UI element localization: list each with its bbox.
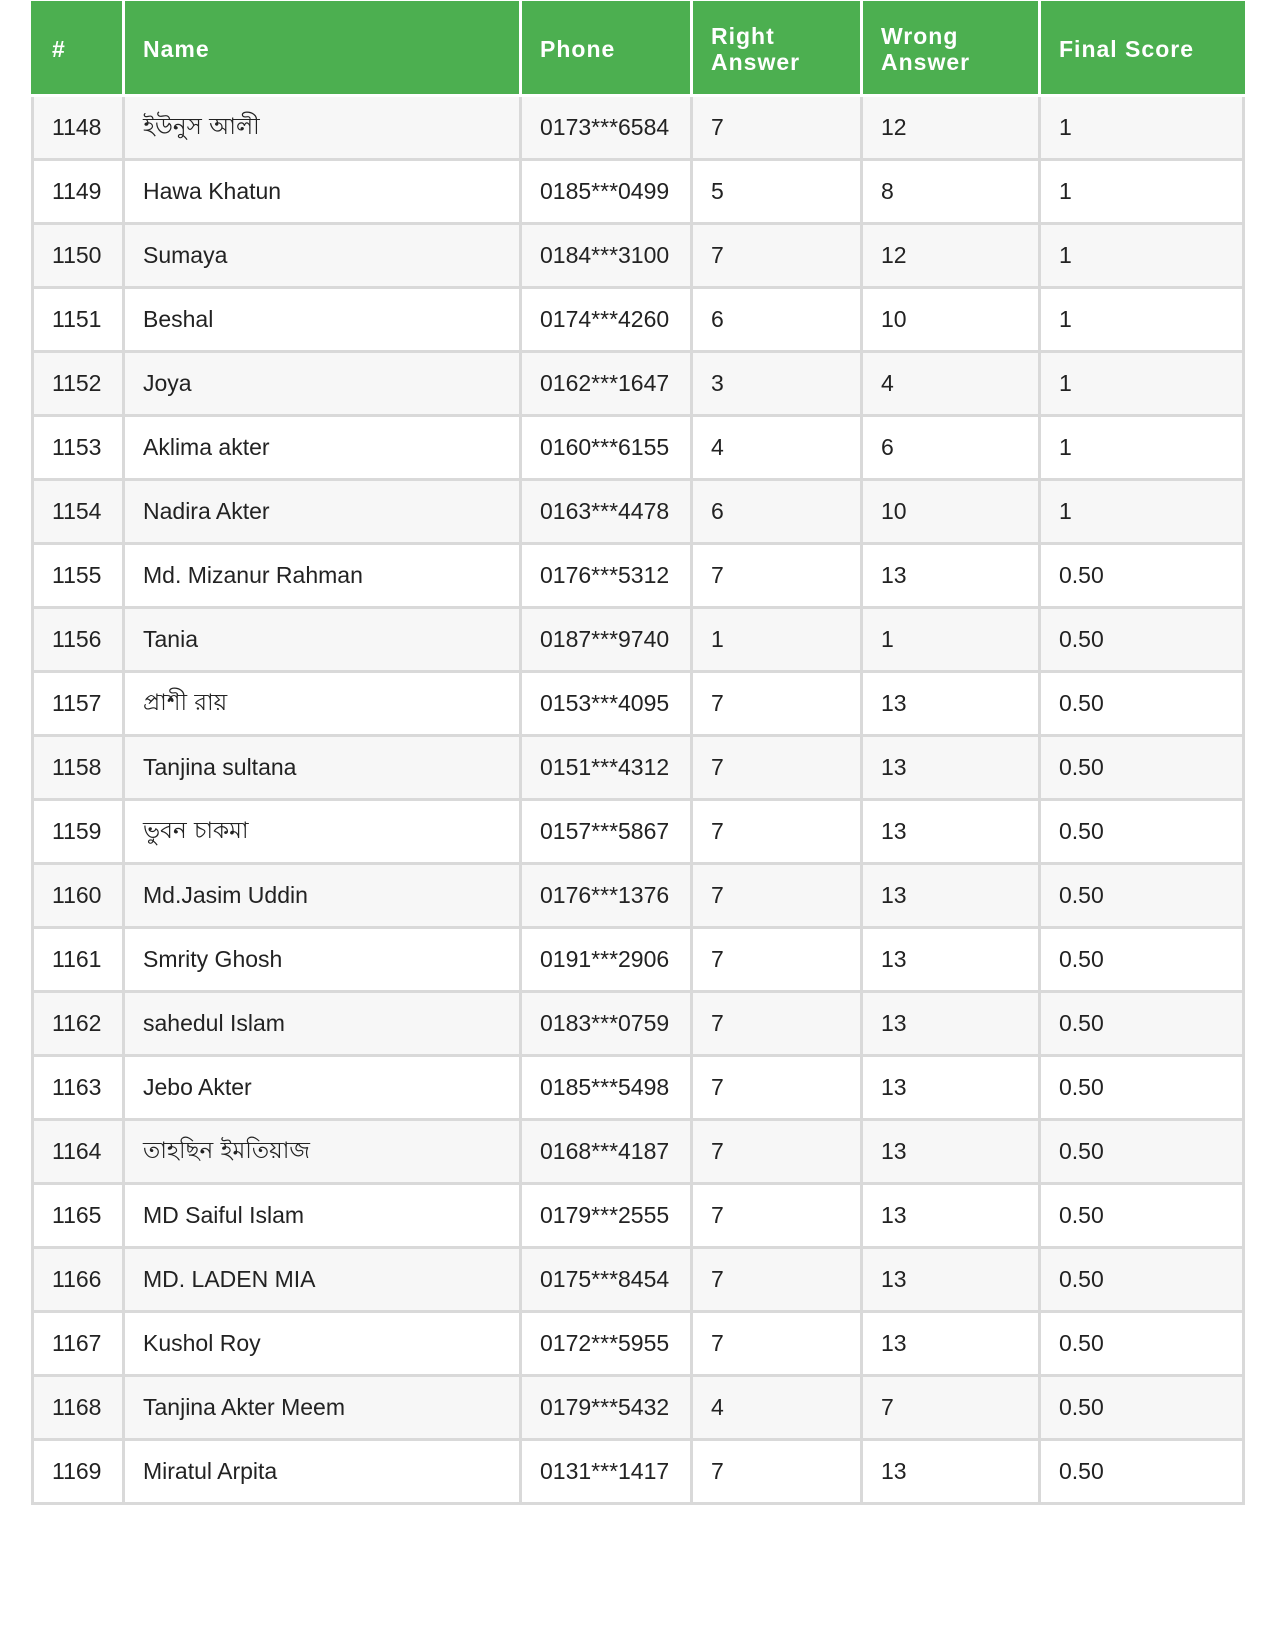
cell-name: তাহছিন ইমতিয়াজ <box>124 1120 521 1184</box>
cell-rank: 1153 <box>33 416 124 480</box>
cell-rank: 1149 <box>33 160 124 224</box>
cell-right-answer: 7 <box>692 928 862 992</box>
cell-rank: 1160 <box>33 864 124 928</box>
cell-name: Tania <box>124 608 521 672</box>
cell-final-score: 0.50 <box>1040 1056 1244 1120</box>
cell-phone: 0163***4478 <box>521 480 692 544</box>
cell-phone: 0162***1647 <box>521 352 692 416</box>
table-row <box>33 1056 1244 1120</box>
cell-wrong-answer: 8 <box>862 160 1040 224</box>
cell-right-answer: 1 <box>692 608 862 672</box>
cell-wrong-answer: 13 <box>862 1056 1040 1120</box>
table-row <box>33 288 1244 352</box>
cell-rank: 1159 <box>33 800 124 864</box>
cell-wrong-answer: 12 <box>862 96 1040 160</box>
cell-rank: 1163 <box>33 1056 124 1120</box>
cell-name: প্রাশী রায় <box>124 672 521 736</box>
cell-right-answer: 3 <box>692 352 862 416</box>
cell-right-answer: 5 <box>692 160 862 224</box>
cell-final-score: 0.50 <box>1040 736 1244 800</box>
table-row <box>33 1440 1244 1504</box>
cell-right-answer: 4 <box>692 416 862 480</box>
table-row <box>33 96 1244 160</box>
cell-wrong-answer: 13 <box>862 800 1040 864</box>
cell-rank: 1164 <box>33 1120 124 1184</box>
cell-final-score: 1 <box>1040 96 1244 160</box>
cell-rank: 1158 <box>33 736 124 800</box>
cell-phone: 0176***1376 <box>521 864 692 928</box>
cell-name: Tanjina sultana <box>124 736 521 800</box>
table-row <box>33 224 1244 288</box>
cell-right-answer: 7 <box>692 224 862 288</box>
cell-name: sahedul Islam <box>124 992 521 1056</box>
table-row <box>33 800 1244 864</box>
cell-name: Sumaya <box>124 224 521 288</box>
table-row <box>33 416 1244 480</box>
cell-name: Smrity Ghosh <box>124 928 521 992</box>
cell-final-score: 1 <box>1040 480 1244 544</box>
table-row <box>33 864 1244 928</box>
cell-phone: 0160***6155 <box>521 416 692 480</box>
cell-right-answer: 7 <box>692 1440 862 1504</box>
table-row <box>33 1312 1244 1376</box>
cell-final-score: 1 <box>1040 288 1244 352</box>
table-row <box>33 1120 1244 1184</box>
table-row <box>33 160 1244 224</box>
cell-name: Beshal <box>124 288 521 352</box>
cell-wrong-answer: 13 <box>862 992 1040 1056</box>
cell-rank: 1168 <box>33 1376 124 1440</box>
cell-name: ভুবন চাকমা <box>124 800 521 864</box>
cell-right-answer: 7 <box>692 1248 862 1312</box>
cell-final-score: 0.50 <box>1040 992 1244 1056</box>
cell-name: Md. Mizanur Rahman <box>124 544 521 608</box>
cell-name: Md.Jasim Uddin <box>124 864 521 928</box>
table-row <box>33 992 1244 1056</box>
cell-wrong-answer: 13 <box>862 1184 1040 1248</box>
cell-final-score: 0.50 <box>1040 672 1244 736</box>
cell-phone: 0184***3100 <box>521 224 692 288</box>
cell-wrong-answer: 10 <box>862 288 1040 352</box>
cell-right-answer: 6 <box>692 480 862 544</box>
cell-right-answer: 4 <box>692 1376 862 1440</box>
cell-right-answer: 7 <box>692 800 862 864</box>
column-header-final-score: Final Score <box>1040 3 1244 96</box>
cell-right-answer: 7 <box>692 1120 862 1184</box>
cell-rank: 1148 <box>33 96 124 160</box>
cell-phone: 0179***5432 <box>521 1376 692 1440</box>
cell-phone: 0175***8454 <box>521 1248 692 1312</box>
cell-right-answer: 7 <box>692 672 862 736</box>
cell-phone: 0168***4187 <box>521 1120 692 1184</box>
cell-right-answer: 7 <box>692 96 862 160</box>
cell-phone: 0179***2555 <box>521 1184 692 1248</box>
cell-final-score: 1 <box>1040 416 1244 480</box>
cell-rank: 1157 <box>33 672 124 736</box>
cell-phone: 0151***4312 <box>521 736 692 800</box>
cell-wrong-answer: 13 <box>862 736 1040 800</box>
table-row <box>33 1184 1244 1248</box>
cell-phone: 0191***2906 <box>521 928 692 992</box>
table-row <box>33 928 1244 992</box>
table-row <box>33 1248 1244 1312</box>
cell-phone: 0153***4095 <box>521 672 692 736</box>
cell-phone: 0183***0759 <box>521 992 692 1056</box>
table-row <box>33 736 1244 800</box>
cell-rank: 1165 <box>33 1184 124 1248</box>
cell-final-score: 0.50 <box>1040 1248 1244 1312</box>
cell-rank: 1156 <box>33 608 124 672</box>
column-header-name: Name <box>124 3 521 96</box>
cell-final-score: 0.50 <box>1040 800 1244 864</box>
cell-wrong-answer: 13 <box>862 928 1040 992</box>
cell-final-score: 1 <box>1040 160 1244 224</box>
cell-name: Hawa Khatun <box>124 160 521 224</box>
cell-wrong-answer: 6 <box>862 416 1040 480</box>
table-row <box>33 1376 1244 1440</box>
cell-right-answer: 7 <box>692 1184 862 1248</box>
cell-name: Joya <box>124 352 521 416</box>
column-header-phone: Phone <box>521 3 692 96</box>
cell-right-answer: 7 <box>692 1056 862 1120</box>
cell-right-answer: 7 <box>692 992 862 1056</box>
cell-wrong-answer: 13 <box>862 1440 1040 1504</box>
cell-name: Kushol Roy <box>124 1312 521 1376</box>
cell-name: Nadira Akter <box>124 480 521 544</box>
cell-phone: 0176***5312 <box>521 544 692 608</box>
cell-name: Aklima akter <box>124 416 521 480</box>
cell-wrong-answer: 4 <box>862 352 1040 416</box>
cell-final-score: 0.50 <box>1040 1120 1244 1184</box>
cell-rank: 1161 <box>33 928 124 992</box>
cell-final-score: 0.50 <box>1040 1440 1244 1504</box>
cell-wrong-answer: 13 <box>862 672 1040 736</box>
cell-rank: 1155 <box>33 544 124 608</box>
column-header-rank: # <box>33 3 124 96</box>
cell-name: Tanjina Akter Meem <box>124 1376 521 1440</box>
cell-final-score: 0.50 <box>1040 1376 1244 1440</box>
cell-name: Jebo Akter <box>124 1056 521 1120</box>
cell-final-score: 0.50 <box>1040 1312 1244 1376</box>
cell-wrong-answer: 13 <box>862 544 1040 608</box>
table-row <box>33 672 1244 736</box>
cell-name: ইউনুস আলী <box>124 96 521 160</box>
cell-final-score: 1 <box>1040 352 1244 416</box>
table-row <box>33 480 1244 544</box>
cell-rank: 1162 <box>33 992 124 1056</box>
column-header-right-answer: Right Answer <box>692 3 862 96</box>
table-header <box>33 3 1244 96</box>
cell-wrong-answer: 12 <box>862 224 1040 288</box>
cell-final-score: 1 <box>1040 224 1244 288</box>
cell-phone: 0173***6584 <box>521 96 692 160</box>
cell-final-score: 0.50 <box>1040 1184 1244 1248</box>
cell-wrong-answer: 10 <box>862 480 1040 544</box>
cell-rank: 1152 <box>33 352 124 416</box>
cell-right-answer: 7 <box>692 736 862 800</box>
header-row <box>33 3 1244 96</box>
cell-name: MD Saiful Islam <box>124 1184 521 1248</box>
cell-right-answer: 6 <box>692 288 862 352</box>
cell-final-score: 0.50 <box>1040 928 1244 992</box>
table-body <box>33 96 1244 1504</box>
cell-rank: 1154 <box>33 480 124 544</box>
cell-rank: 1167 <box>33 1312 124 1376</box>
table-row <box>33 544 1244 608</box>
cell-phone: 0187***9740 <box>521 608 692 672</box>
cell-rank: 1151 <box>33 288 124 352</box>
cell-final-score: 0.50 <box>1040 544 1244 608</box>
cell-name: MD. LADEN MIA <box>124 1248 521 1312</box>
cell-rank: 1166 <box>33 1248 124 1312</box>
column-header-wrong-answer: Wrong Answer <box>862 3 1040 96</box>
cell-final-score: 0.50 <box>1040 608 1244 672</box>
cell-wrong-answer: 13 <box>862 1248 1040 1312</box>
cell-phone: 0172***5955 <box>521 1312 692 1376</box>
cell-right-answer: 7 <box>692 864 862 928</box>
cell-wrong-answer: 13 <box>862 864 1040 928</box>
cell-wrong-answer: 13 <box>862 1312 1040 1376</box>
cell-name: Miratul Arpita <box>124 1440 521 1504</box>
cell-phone: 0131***1417 <box>521 1440 692 1504</box>
cell-final-score: 0.50 <box>1040 864 1244 928</box>
cell-wrong-answer: 13 <box>862 1120 1040 1184</box>
cell-wrong-answer: 7 <box>862 1376 1040 1440</box>
table-row <box>33 608 1244 672</box>
cell-rank: 1150 <box>33 224 124 288</box>
cell-rank: 1169 <box>33 1440 124 1504</box>
cell-wrong-answer: 1 <box>862 608 1040 672</box>
cell-phone: 0157***5867 <box>521 800 692 864</box>
cell-right-answer: 7 <box>692 1312 862 1376</box>
cell-phone: 0185***0499 <box>521 160 692 224</box>
results-table <box>31 1 1245 1505</box>
cell-phone: 0185***5498 <box>521 1056 692 1120</box>
cell-phone: 0174***4260 <box>521 288 692 352</box>
cell-right-answer: 7 <box>692 544 862 608</box>
table-row <box>33 352 1244 416</box>
